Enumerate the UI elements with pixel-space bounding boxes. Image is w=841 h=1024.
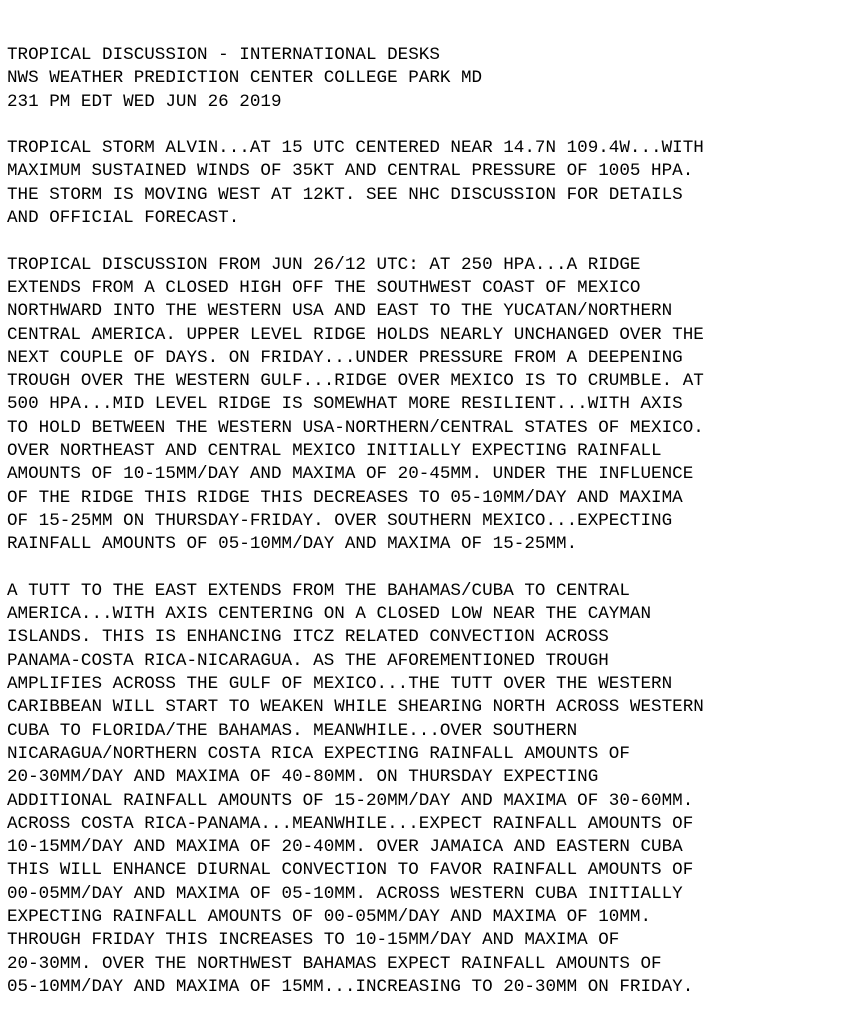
paragraph-upper-level-ridge xyxy=(7,254,837,557)
text-line: TROPICAL DISCUSSION FROM JUN 26/12 UTC: AT 250 HPA...A RIDGE xyxy=(7,254,641,275)
text-line: TO HOLD BETWEEN THE WESTERN USA-NORTHERN/CENTRAL STATES OF MEXICO. xyxy=(7,417,704,438)
text-line: THROUGH FRIDAY THIS INCREASES TO 10-15MM/DAY AND MAXIMA OF xyxy=(7,930,620,951)
document-header xyxy=(7,44,837,114)
text-line: THIS WILL ENHANCE DIURNAL CONVECTION TO FAVOR RAINFALL AMOUNTS OF xyxy=(7,860,694,881)
text-line: NICARAGUA/NORTHERN COSTA RICA EXPECTING RAINFALL AMOUNTS OF xyxy=(7,743,630,764)
text-line: OVER NORTHEAST AND CENTRAL MEXICO INITIALLY EXPECTING RAINFALL xyxy=(7,441,662,462)
text-line: PANAMA-COSTA RICA-NICARAGUA. AS THE AFOREMENTIONED TROUGH xyxy=(7,650,609,671)
document-title: TROPICAL DISCUSSION - INTERNATIONAL DESKS xyxy=(7,45,440,65)
issue-timestamp: 231 PM EDT WED JUN 26 2019 xyxy=(7,91,282,112)
text-line: 10-15MM/DAY AND MAXIMA OF 20-40MM. OVER JAMAICA AND EASTERN CUBA xyxy=(7,837,683,858)
text-line: AMPLIFIES ACROSS THE GULF OF MEXICO...THE TUTT OVER THE WESTERN xyxy=(7,674,673,695)
text-line: CUBA TO FLORIDA/THE BAHAMAS. MEANWHILE...OVER SOUTHERN xyxy=(7,720,578,741)
paragraph-spacer xyxy=(7,230,837,253)
paragraph-tutt xyxy=(7,580,837,999)
text-line: OF 15-25MM ON THURSDAY-FRIDAY. OVER SOUTHERN MEXICO...EXPECTING xyxy=(7,510,673,531)
text-line: AND OFFICIAL FORECAST. xyxy=(7,208,240,229)
text-line: THE STORM IS MOVING WEST AT 12KT. SEE NHC DISCUSSION FOR DETAILS xyxy=(7,184,683,205)
paragraph-tropical-storm xyxy=(7,137,837,230)
text-line: 20-30MM/DAY AND MAXIMA OF 40-80MM. ON THURSDAY EXPECTING xyxy=(7,767,599,788)
text-line: MAXIMUM SUSTAINED WINDS OF 35KT AND CENTRAL PRESSURE OF 1005 HPA. xyxy=(7,161,694,182)
text-line: 00-05MM/DAY AND MAXIMA OF 05-10MM. ACROSS WESTERN CUBA INITIALLY xyxy=(7,883,683,904)
text-line: 20-30MM. OVER THE NORTHWEST BAHAMAS EXPECT RAINFALL AMOUNTS OF xyxy=(7,953,662,974)
text-line: CARIBBEAN WILL START TO WEAKEN WHILE SHEARING NORTH ACROSS WESTERN xyxy=(7,697,704,718)
text-line: ACROSS COSTA RICA-PANAMA...MEANWHILE...EXPECT RAINFALL AMOUNTS OF xyxy=(7,813,694,834)
text-line: 500 HPA...MID LEVEL RIDGE IS SOMEWHAT MORE RESILIENT...WITH AXIS xyxy=(7,394,683,415)
text-line: NORTHWARD INTO THE WESTERN USA AND EAST TO THE YUCATAN/NORTHERN xyxy=(7,301,673,322)
text-line: ISLANDS. THIS IS ENHANCING ITCZ RELATED CONVECTION ACROSS xyxy=(7,627,609,648)
text-line: EXTENDS FROM A CLOSED HIGH OFF THE SOUTHWEST COAST OF MEXICO xyxy=(7,277,641,298)
text-line: ADDITIONAL RAINFALL AMOUNTS OF 15-20MM/DAY AND MAXIMA OF 30-60MM. xyxy=(7,790,694,811)
text-line: RAINFALL AMOUNTS OF 05-10MM/DAY AND MAXIMA OF 15-25MM. xyxy=(7,534,578,555)
text-line: AMERICA...WITH AXIS CENTERING ON A CLOSED LOW NEAR THE CAYMAN xyxy=(7,604,652,625)
text-line: EXPECTING RAINFALL AMOUNTS OF 00-05MM/DAY AND MAXIMA OF 10MM. xyxy=(7,906,652,927)
paragraph-spacer xyxy=(7,557,837,580)
text-line: TROUGH OVER THE WESTERN GULF...RIDGE OVER MEXICO IS TO CRUMBLE. AT xyxy=(7,371,704,392)
text-line: OF THE RIDGE THIS RIDGE THIS DECREASES TO 05-10MM/DAY AND MAXIMA xyxy=(7,487,683,508)
paragraph-spacer xyxy=(7,114,837,137)
discussion-document xyxy=(7,44,837,999)
text-line: AMOUNTS OF 10-15MM/DAY AND MAXIMA OF 20-45MM. UNDER THE INFLUENCE xyxy=(7,464,694,485)
issuing-office: NWS WEATHER PREDICTION CENTER COLLEGE PARK MD xyxy=(7,68,483,89)
text-line: TROPICAL STORM ALVIN...AT 15 UTC CENTERED NEAR 14.7N 109.4W...WITH xyxy=(7,138,704,159)
text-line: NEXT COUPLE OF DAYS. ON FRIDAY...UNDER PRESSURE FROM A DEEPENING xyxy=(7,347,683,368)
text-line: CENTRAL AMERICA. UPPER LEVEL RIDGE HOLDS NEARLY UNCHANGED OVER THE xyxy=(7,324,704,345)
text-line: 05-10MM/DAY AND MAXIMA OF 15MM...INCREASING TO 20-30MM ON FRIDAY. xyxy=(7,976,694,997)
text-line: A TUTT TO THE EAST EXTENDS FROM THE BAHAMAS/CUBA TO CENTRAL xyxy=(7,580,630,601)
